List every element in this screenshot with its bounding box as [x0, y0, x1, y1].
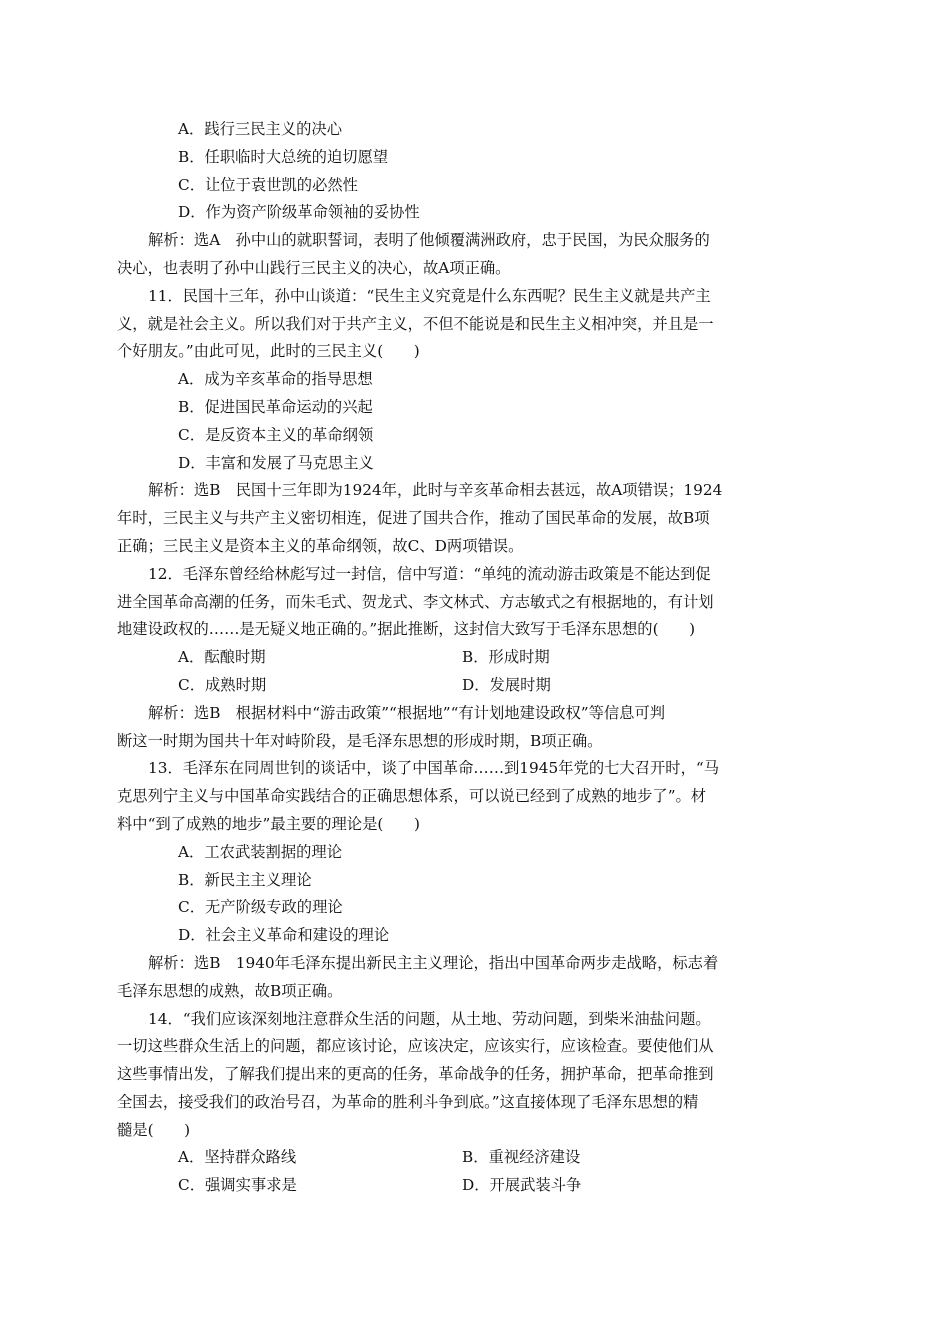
q13-analysis-line-2: 毛泽东思想的成熟，故B项正确。 [117, 981, 343, 1000]
q12-stem-line-1: 12．毛泽东曾经给林彪写过一封信，信中写道：“单纯的流动游击政策是不能达到促 [148, 564, 711, 583]
q10-analysis-line-2: 决心，也表明了孙中山践行三民主义的决心，故A项正确。 [117, 258, 511, 277]
q14-stem-line-2: 一切这些群众生活上的问题，都应该讨论，应该决定，应该实行，应该检查。要使他们从 [117, 1037, 714, 1056]
q10-option-c: C．让位于袁世凯的必然性 [178, 175, 358, 194]
q14-option-b: B．重视经济建设 [462, 1148, 581, 1167]
q10-option-b: B．任职临时大总统的迫切愿望 [178, 147, 389, 166]
q14-option-a: A．坚持群众路线 [178, 1148, 297, 1167]
q14-stem-line-5: 髓是( ) [117, 1120, 191, 1139]
q14-options-row-2 [117, 1172, 833, 1200]
q14-stem-line-1: 14．“我们应该深刻地注意群众生活的问题，从土地、劳动问题，到柴米油盐问题。 [148, 1009, 711, 1028]
q14-option-d: D．开展武装斗争 [462, 1176, 582, 1195]
q11-stem-line-2: 义，就是社会主义。所以我们对于共产主义，不但不能说是和民生主义相冲突，并且是一 [117, 314, 714, 333]
q13-option-d: D．社会主义革命和建设的理论 [178, 926, 390, 945]
q10-analysis-line-1: 解析：选A 孙中山的就职誓词，表明了他倾覆满洲政府，忠于民国，为民众服务的 [148, 231, 710, 250]
q12-option-d: D．发展时期 [462, 675, 551, 694]
q12-options-row-1 [117, 644, 833, 672]
q12-analysis-line-1: 解析：选B 根据材料中“游击政策”“根据地”“有计划地建设政权”等信息可判 [148, 703, 666, 722]
document-page [117, 116, 833, 1200]
q14-options-row-1 [117, 1144, 833, 1172]
q10-option-d: D．作为资产阶级革命领袖的妥协性 [178, 203, 420, 222]
q11-analysis-line-1: 解析：选B 民国十三年即为1924年，此时与辛亥革命相去甚远，故A项错误；1924 [148, 481, 723, 500]
q14-option-c: C．强调实事求是 [178, 1176, 297, 1195]
q11-stem-line-1: 11．民国十三年，孙中山谈道：“民生主义究竟是什么东西呢？民生主义就是共产主 [148, 286, 711, 305]
q11-analysis-line-2: 年时，三民主义与共产主义密切相连，促进了国共合作，推动了国民革命的发展，故B项 [117, 509, 710, 528]
q10-option-a: A．践行三民主义的决心 [178, 120, 343, 138]
q11-option-c: C．是反资本主义的革命纲领 [178, 425, 374, 444]
q11-stem-line-3: 个好朋友。”由此可见，此时的三民主义( ) [117, 342, 420, 361]
q13-option-c: C．无产阶级专政的理论 [178, 898, 343, 917]
q12-option-c: C．成熟时期 [178, 675, 267, 694]
q13-analysis-line-1: 解析：选B 1940年毛泽东提出新民主主义理论，指出中国革命两步走战略，标志着 [148, 953, 719, 972]
q11-option-a: A．成为辛亥革命的指导思想 [178, 370, 373, 389]
q14-stem-line-3: 这些事情出发，了解我们提出来的更高的任务，革命战争的任务，拥护革命，把革命推到 [117, 1065, 714, 1084]
q12-stem-line-2: 进全国革命高潮的任务，而朱毛式、贺龙式、李文林式、方志敏式之有根据地的，有计划 [117, 592, 714, 611]
q12-stem-line-3: 地建设政权的……是无疑义地正确的。”据此推断，这封信大致写于毛泽东思想的( ) [117, 620, 696, 639]
q13-option-b: B．新民主主义理论 [178, 870, 312, 889]
q13-stem-line-1: 13．毛泽东在同周世钊的谈话中，谈了中国革命……到1945年党的七大召开时，“马 [148, 759, 720, 778]
q13-option-a: A．工农武装割据的理论 [178, 842, 343, 861]
q13-stem-line-3: 料中“到了成熟的地步”最主要的理论是( ) [117, 814, 420, 833]
q11-option-b: B．促进国民革命运动的兴起 [178, 397, 373, 416]
q14-stem-line-4: 全国去，接受我们的政治号召，为革命的胜利斗争到底。”这直接体现了毛泽东思想的精 [117, 1092, 699, 1111]
q13-stem-line-2: 克思列宁主义与中国革命实践结合的正确思想体系，可以说已经到了成熟的地步了”。材 [117, 787, 707, 806]
q11-analysis-line-3: 正确；三民主义是资本主义的革命纲领，故C、D两项错误。 [117, 536, 524, 555]
q12-analysis-line-2: 断这一时期为国共十年对峙阶段，是毛泽东思想的形成时期，B项正确。 [117, 731, 603, 750]
q12-options-row-2 [117, 672, 833, 700]
q12-option-b: B．形成时期 [462, 648, 550, 667]
q12-option-a: A．酝酿时期 [178, 648, 266, 667]
q11-option-d: D．丰富和发展了马克思主义 [178, 453, 374, 472]
